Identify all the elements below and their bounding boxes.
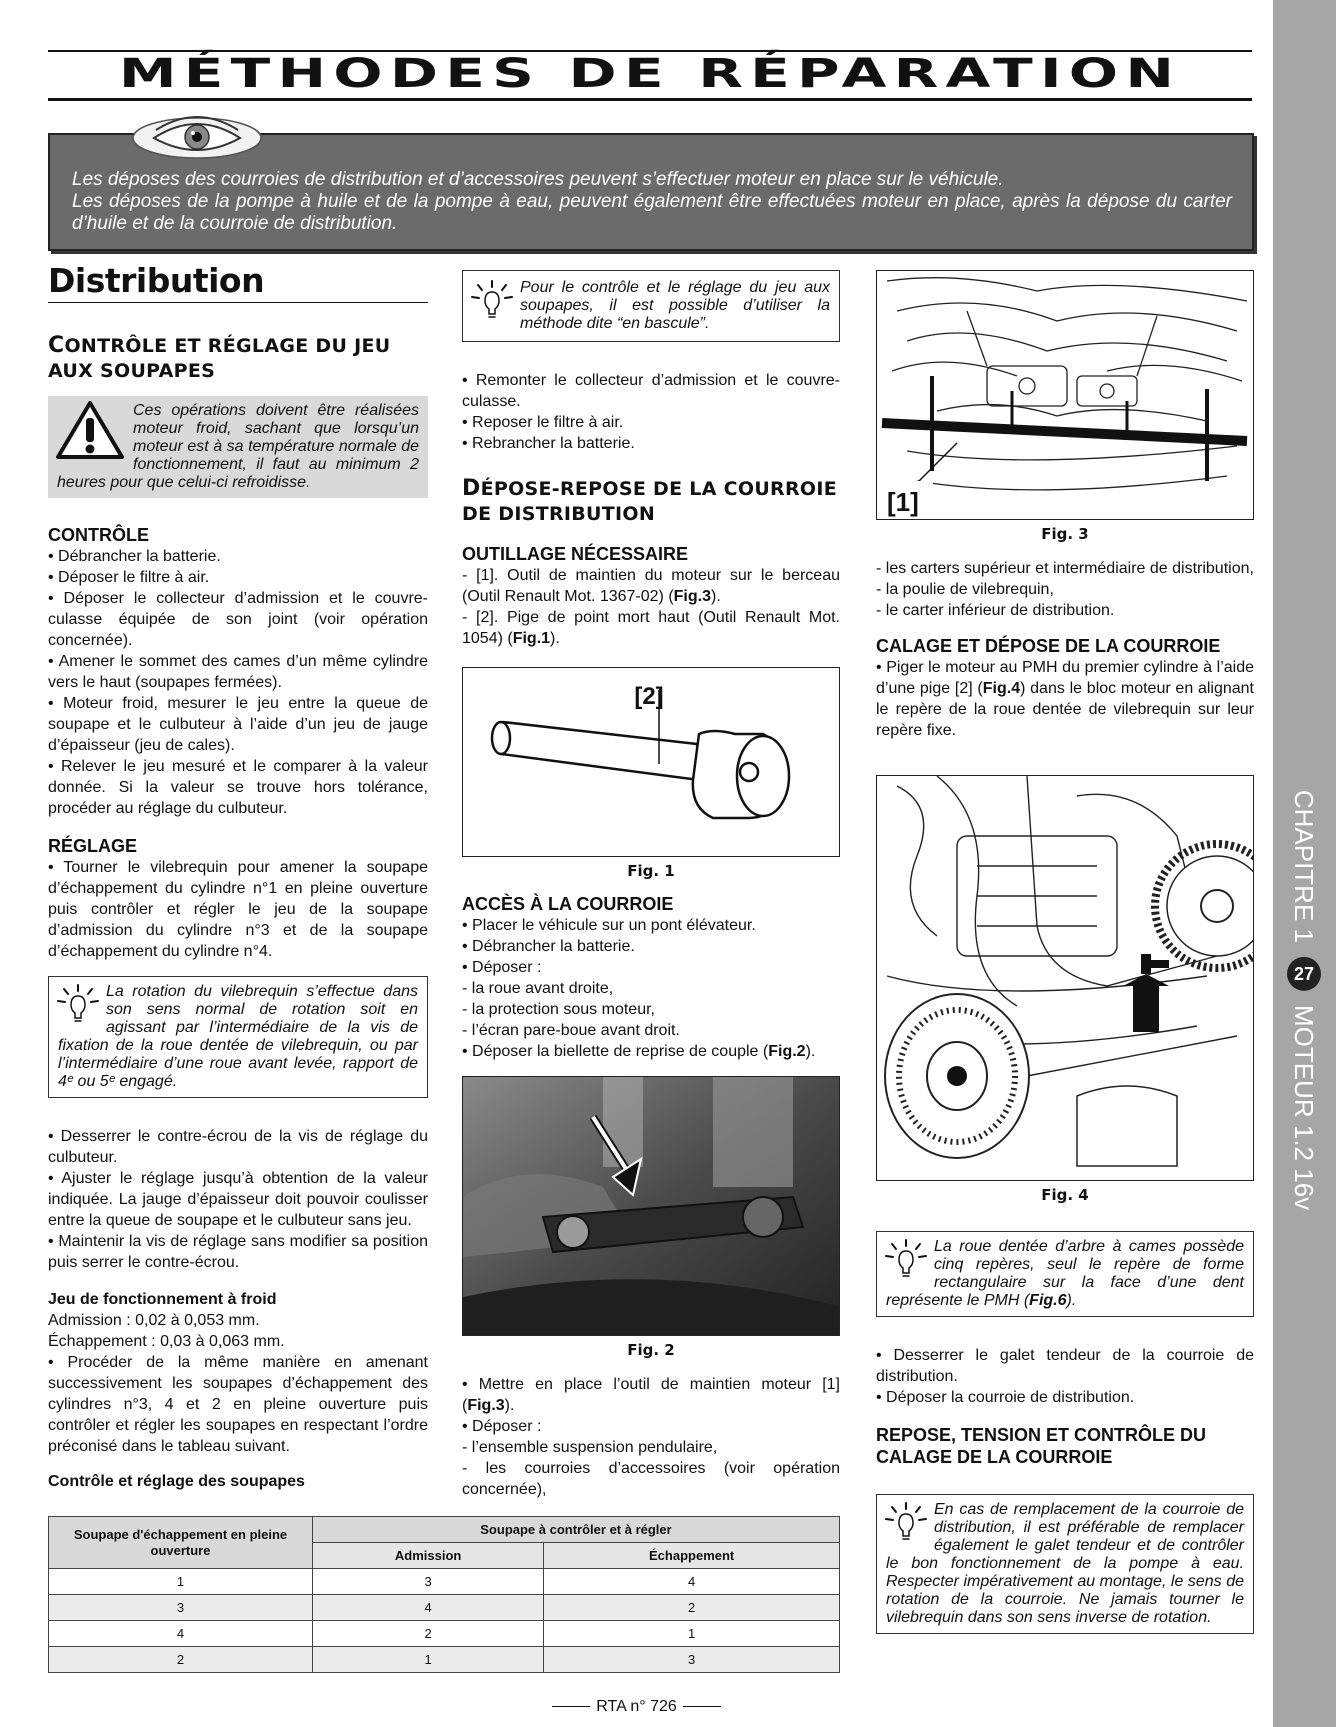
note-bascule xyxy=(462,270,840,342)
fig-ref: Fig.6 xyxy=(1029,1292,1067,1309)
fig-ref: Fig.3 xyxy=(467,1397,505,1414)
lightbulb-icon xyxy=(884,1238,928,1282)
acces-step-last xyxy=(462,1041,840,1062)
table-cell: 1 xyxy=(49,1569,313,1595)
warning-box xyxy=(48,396,428,498)
figure-3-caption: Fig. 3 xyxy=(1041,525,1089,543)
maintien-step xyxy=(462,1374,840,1416)
reglage-step: • Tourner le vilebrequin pour amener la soupape d’échappement du cylindre n°1 en pleine ouverture puis contrôler et régler le jeu de la soupape d’admission du cylindre n°3 et de la soupape d’échappement du cylindre n°4. xyxy=(48,859,428,960)
controle-title: CONTRÔLE xyxy=(48,525,149,545)
acces-step: • Déposer : xyxy=(462,959,542,976)
note-remplacement-text: En cas de remplacement de la courroie de distribution, il est préférable de remplacer également le galet tendeur et de contrôler le bon fonctionnement de la pompe à eau. Respecter impérativement au montage, le sens de rotation de la courroie. Ne jamais tourner le vilebrequin dans son sens inverse de rotation. xyxy=(886,1501,1244,1626)
table-row xyxy=(49,1647,840,1673)
figure-3 xyxy=(876,270,1254,520)
text: ). xyxy=(550,630,560,647)
table-title: Contrôle et réglage des soupapes xyxy=(48,1473,305,1490)
torque-link-photo xyxy=(463,1077,840,1336)
subsection-title-rest: ONTRÔLE ET RÉGLAGE DU JEU AUX SOUPAPES xyxy=(48,335,391,382)
outillage-list xyxy=(462,565,840,649)
table-cell: 2 xyxy=(544,1595,840,1621)
subsection-title-initial: D xyxy=(462,476,481,501)
chapter-label: CHAPITRE 1 xyxy=(1289,789,1320,943)
text: ). xyxy=(1066,1292,1077,1309)
note-remplacement xyxy=(876,1494,1254,1634)
figure-2-caption: Fig. 2 xyxy=(627,1341,675,1359)
table-cell: 4 xyxy=(544,1569,840,1595)
reglage-steps xyxy=(48,1126,428,1273)
table-cell: 4 xyxy=(313,1595,544,1621)
calage-title: CALAGE ET DÉPOSE DE LA COURROIE xyxy=(876,636,1221,656)
engine-label: MOTEUR 1.2 16v xyxy=(1289,1004,1320,1211)
acces-step: • Débrancher la batterie. xyxy=(462,938,635,955)
lightbulb-icon xyxy=(56,983,100,1027)
controle-step: • Déposer le filtre à air. xyxy=(48,569,210,586)
intro-line-2: Les déposes de la pompe à huile et de la pompe à eau, peuvent également être effectuées moteur en place, après la dépose du carter d’huile et de la courroie de distribution. xyxy=(72,191,1232,234)
text: • Mettre en place l’outil de maintien moteur [1] ( xyxy=(462,1376,840,1414)
outillage-item-1 xyxy=(462,565,840,607)
lightbulb-icon xyxy=(470,279,514,323)
table-header-exhaust-open: Soupape d'échappement en pleine ouverture xyxy=(49,1517,313,1569)
column-1 xyxy=(48,262,428,1492)
intro-text xyxy=(72,169,1232,235)
acces-step: - l’écran pare-boue avant droit. xyxy=(462,1022,680,1039)
page-footer xyxy=(0,1698,1273,1716)
courroie-step: • Desserrer le galet tendeur de la courroie de distribution. xyxy=(876,1347,1254,1385)
text: • Piger le moteur au PMH du premier cylindre à l’aide d’une pige [2] ( xyxy=(876,659,1254,697)
remontage-steps xyxy=(462,370,840,454)
valves-table xyxy=(48,1516,840,1673)
table-cell: 1 xyxy=(313,1647,544,1673)
figure-1 xyxy=(462,667,840,857)
warning-triangle-icon xyxy=(55,400,125,460)
figure-3-label: [1] xyxy=(887,487,919,517)
text: - [1]. Outil de maintien du moteur sur le berceau (Outil Renault Mot. 1367-02) ( xyxy=(462,567,840,605)
carters-step: - les carters supérieur et intermédiaire de distribution, xyxy=(876,560,1254,577)
table-header-echappement: Échappement xyxy=(544,1543,840,1569)
text: ). xyxy=(504,1397,515,1414)
chapter-side-label xyxy=(1287,790,1321,1210)
carters-step: - le carter inférieur de distribution. xyxy=(876,602,1115,619)
table-row xyxy=(49,1595,840,1621)
footer-text: RTA n° 726 xyxy=(596,1698,677,1715)
lightbulb-icon xyxy=(884,1501,928,1545)
acces-step: - la roue avant droite, xyxy=(462,980,614,997)
calage-steps xyxy=(876,657,1254,741)
remontage-step: • Remonter le collecteur d’admission et le couvre-culasse. xyxy=(462,372,840,410)
table-cell: 3 xyxy=(49,1595,313,1621)
eye-icon xyxy=(132,112,262,160)
subsection-title-controle-reglage xyxy=(48,333,408,384)
footer-dash xyxy=(552,1706,590,1707)
engine-support-tool-illustration xyxy=(877,271,1254,520)
acces-step: - la protection sous moteur, xyxy=(462,1001,655,1018)
controle-step: • Moteur froid, mesurer le jeu entre la queue de soupape et le culbuteur à l’aide d’un jeu de jauge d’épaisseur (jeu de cales). xyxy=(48,695,428,754)
table-row xyxy=(49,1621,840,1647)
jeu-admission: Admission : 0,02 à 0,053 mm. xyxy=(48,1312,260,1329)
controle-step: • Déposer le collecteur d’admission et le couvre-culasse équipée de son joint (voir opération concernée). xyxy=(48,590,428,649)
outillage-title: OUTILLAGE NÉCESSAIRE xyxy=(462,544,689,564)
note-roue-dentee xyxy=(876,1231,1254,1317)
controle-step: • Débrancher la batterie. xyxy=(48,548,221,565)
figure-1-label: [2] xyxy=(634,683,664,710)
text: ). xyxy=(805,1043,816,1060)
figure-2 xyxy=(462,1076,840,1336)
maintien-steps xyxy=(462,1374,840,1500)
table-cell: 4 xyxy=(49,1621,313,1647)
subsection-title-rest: ÉPOSE-REPOSE DE LA COURROIE DE DISTRIBUTION xyxy=(462,478,838,525)
reglage-title: RÉGLAGE xyxy=(48,836,138,856)
table-header-group: Soupape à contrôler et à régler xyxy=(313,1517,840,1543)
carters-step: - la poulie de vilebrequin, xyxy=(876,581,1054,598)
tdc-pin-illustration xyxy=(463,668,840,857)
repose-title: REPOSE, TENSION ET CONTRÔLE DU CALAGE DE LA COURROIE xyxy=(876,1425,1207,1467)
reglage-step: • Desserrer le contre-écrou de la vis de réglage du culbuteur. xyxy=(48,1128,428,1166)
footer-dash xyxy=(683,1706,721,1707)
acces-steps xyxy=(462,915,840,1062)
note-rotation-text: La rotation du vilebrequin s’effectue dans son sens normal de rotation soit en agissant par l’intermédiaire de la vis de fixation de la roue dentée de vilebrequin, ou par l’intermédiaire d’une roue avant levée, rapport de 4ᵉ ou 5ᵉ engagé. xyxy=(58,983,418,1090)
note-bascule-text: Pour le contrôle et le réglage du jeu aux soupapes, il est possible d’utiliser la méthode dite “en bascule”. xyxy=(520,279,830,332)
note-roue-text: La roue dentée d’arbre à cames possède cinq repères, seul le repère de forme rectangulaire sur la face d’une dent représente le PMH ( xyxy=(886,1238,1244,1309)
page-number-badge: 27 xyxy=(1287,957,1321,991)
acces-step: • Placer le véhicule sur un pont élévateur. xyxy=(462,917,756,934)
maintien-step: - l’ensemble suspension pendulaire, xyxy=(462,1439,718,1456)
column-3 xyxy=(876,270,1254,1634)
table-cell: 3 xyxy=(313,1569,544,1595)
controle-step: • Relever le jeu mesuré et le comparer à la valeur donnée. Si la valeur se trouve hors tolérance, procéder au réglage du culbuteur. xyxy=(48,758,428,817)
text: ). xyxy=(711,588,721,605)
controle-steps xyxy=(48,546,428,819)
maintien-step: • Déposer : xyxy=(462,1418,542,1435)
jeu-echappement: Échappement : 0,03 à 0,063 mm. xyxy=(48,1333,285,1350)
warning-text: Ces opérations doivent être réalisées moteur froid, sachant que lorsqu’un moteur est à sa température normale de fonctionnement, il faut au minimum 2 heures pour que celui-ci refroidisse. xyxy=(57,402,419,491)
outillage-item-2 xyxy=(462,607,840,649)
jeu-text: • Procéder de la même manière en amenant successivement les soupapes d’échappement des cylindres n°3, 4 et 2 en pleine ouverture puis contrôler et régler les soupapes en respectant l’ordre préconisé dans le tableau suivant. xyxy=(48,1354,428,1455)
table-cell: 2 xyxy=(49,1647,313,1673)
fig-ref: Fig.4 xyxy=(982,680,1021,697)
courroie-step: • Déposer la courroie de distribution. xyxy=(876,1389,1135,1406)
fig-ref: Fig.3 xyxy=(673,588,711,605)
figure-1-caption: Fig. 1 xyxy=(627,862,675,880)
fig-ref: Fig.2 xyxy=(768,1043,806,1060)
courroie-steps xyxy=(876,1345,1254,1408)
jeu-title: Jeu de fonctionnement à froid xyxy=(48,1291,277,1308)
note-rotation xyxy=(48,976,428,1098)
engine-block-tdc-illustration xyxy=(877,776,1254,1181)
remontage-step: • Rebrancher la batterie. xyxy=(462,435,635,452)
controle-step: • Amener le sommet des cames d’un même cylindre vers le haut (soupapes fermées). xyxy=(48,653,428,691)
subsection-title-depose-repose xyxy=(462,476,840,527)
text: ) dans le bloc moteur en alignant le repère de la roue dentée de vilebrequin sur leur repère fixe. xyxy=(876,680,1255,739)
section-title-distribution: Distribution xyxy=(48,262,428,303)
jeu-values xyxy=(48,1310,428,1457)
reglage-text xyxy=(48,857,428,962)
figure-4 xyxy=(876,775,1254,1181)
page-title: MÉTHODES DE RÉPARATION xyxy=(118,51,1182,97)
calage-step xyxy=(876,657,1254,741)
table-header-admission: Admission xyxy=(313,1543,544,1569)
reglage-step: • Ajuster le réglage jusqu’à obtention de la valeur indiquée. La jauge d’épaisseur doit pouvoir coulisser entre la queue de soupape et le culbuteur sans jeu. xyxy=(48,1170,428,1229)
acces-title: ACCÈS À LA COURROIE xyxy=(462,894,674,914)
fig-ref: Fig.1 xyxy=(512,630,551,647)
intro-line-1: Les déposes des courroies de distribution et d’accessoires peuvent s’effectuer moteur en place sur le véhicule. xyxy=(72,169,1004,190)
maintien-step: - les courroies d’accessoires (voir opération concernée), xyxy=(462,1460,840,1498)
text: • Déposer la biellette de reprise de couple ( xyxy=(462,1043,769,1060)
table-row xyxy=(49,1569,840,1595)
reglage-step: • Maintenir la vis de réglage sans modifier sa position puis serrer le contre-écrou. xyxy=(48,1233,428,1271)
text: - [2]. Pige de point mort haut (Outil Renault Mot. 1054) ( xyxy=(462,609,840,647)
remontage-step: • Reposer le filtre à air. xyxy=(462,414,624,431)
column-2 xyxy=(462,270,840,1500)
figure-4-caption: Fig. 4 xyxy=(1041,1186,1089,1204)
subsection-title-initial: C xyxy=(48,333,65,358)
carters-steps xyxy=(876,558,1254,621)
table-cell: 2 xyxy=(313,1621,544,1647)
header-bottom-rule xyxy=(48,98,1252,101)
table-cell: 1 xyxy=(544,1621,840,1647)
table-cell: 3 xyxy=(544,1647,840,1673)
